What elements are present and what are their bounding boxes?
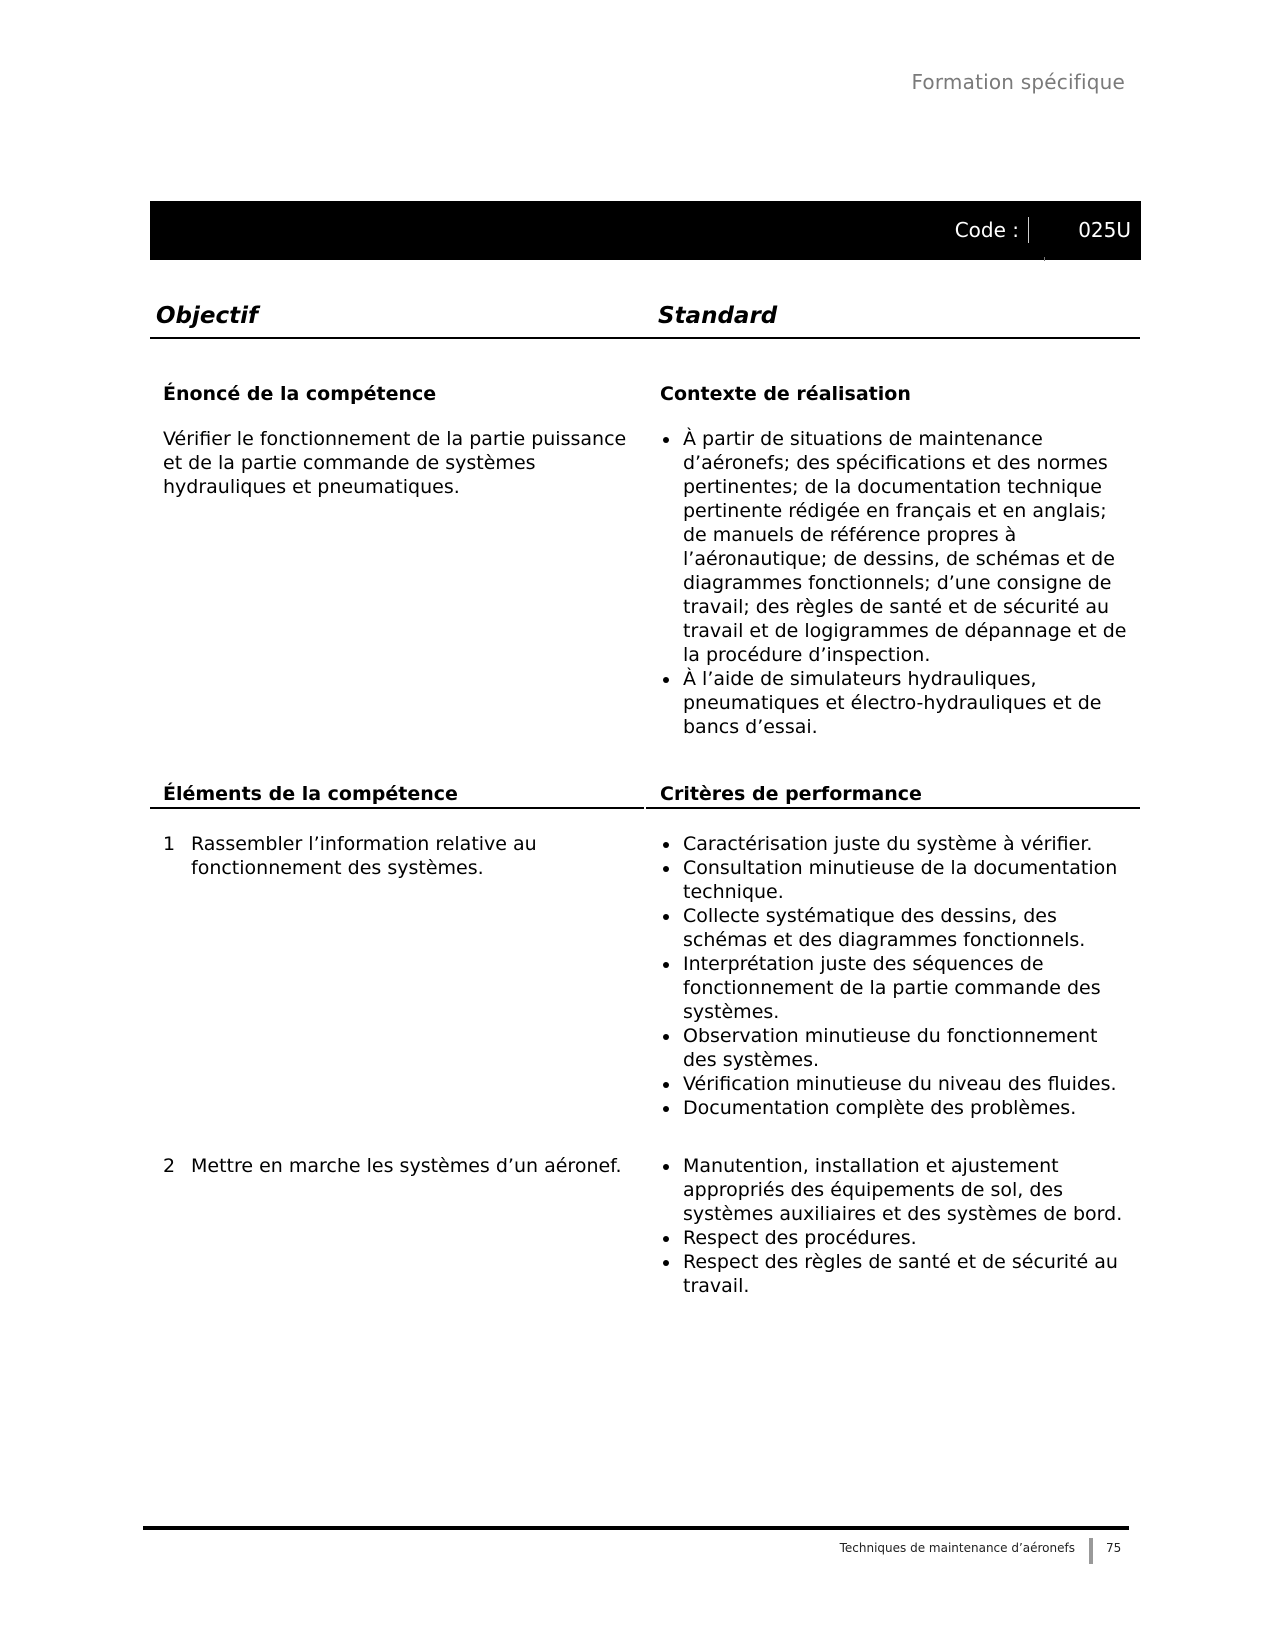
element-text: Mettre en marche les systèmes d’un aéronef.: [191, 1155, 622, 1177]
element-item: [163, 1154, 633, 1178]
statement-heading: Énoncé de la compétence: [163, 383, 437, 405]
page-number: 75: [1106, 1541, 1122, 1555]
statement-text: Vérifier le fonctionnement de la partie puissance et de la partie commande de systèmes hydrauliques et pneumatiques.: [163, 428, 627, 498]
criterion-item: Observation minutieuse du fonctionnement des systèmes.: [660, 1024, 1130, 1072]
element-item: [163, 832, 583, 880]
objectif-heading: Objectif: [156, 303, 259, 329]
standard-heading: Standard: [658, 303, 778, 329]
criteria-list: [660, 1154, 1130, 1298]
criterion-item: Vérification minutieuse du niveau des fluides.: [660, 1072, 1130, 1096]
criterion-item: Documentation complète des problèmes.: [660, 1096, 1130, 1120]
context-item: À l’aide de simulateurs hydrauliques, pneumatiques et électro-hydrauliques et de bancs d’essai.: [660, 667, 1130, 739]
criteria-list: [660, 832, 1130, 1120]
criterion-item: Respect des règles de santé et de sécurité au travail.: [660, 1250, 1130, 1298]
footer-rule: [143, 1526, 1129, 1530]
criterion-item: Consultation minutieuse de la documentation technique.: [660, 856, 1130, 904]
criterion-item: Collecte systématique des dessins, des schémas et des diagrammes fonctionnels.: [660, 904, 1130, 952]
code-value: 025U: [1078, 218, 1131, 242]
criteria-rule: [646, 807, 1140, 809]
context-item: À partir de situations de maintenance d’aéronefs; des spécifications et des normes pertinentes; de la documentation technique pertinente rédigée en français et en anglais; de manuels de référence propres à l’aéronautique; de dessins, de schémas et de diagrammes fonctionnels; d’une consigne de travail; des règles de santé et de sécurité au travail et de logigrammes de dépannage et de la procédure d’inspection.: [660, 427, 1130, 667]
criterion-item: Interprétation juste des séquences de fonctionnement de la partie commande des systèmes.: [660, 952, 1130, 1024]
criteria-heading: Critères de performance: [660, 783, 922, 805]
footer-title: Techniques de maintenance d’aéronefs: [839, 1541, 1075, 1555]
code-band: [150, 201, 1141, 260]
code-separator: [1028, 217, 1029, 243]
band-divider: [1044, 257, 1045, 261]
element-text: Rassembler l’information relative au fonctionnement des systèmes.: [191, 833, 537, 879]
code-label: Code :: [954, 218, 1019, 242]
heading-rule: [150, 337, 1140, 339]
elements-heading: Éléments de la compétence: [163, 783, 458, 805]
element-number: 1: [163, 833, 176, 855]
elements-rule: [150, 807, 644, 809]
criterion-item: Caractérisation juste du système à vérifier.: [660, 832, 1130, 856]
running-head: Formation spécifique: [911, 70, 1125, 94]
element-number: 2: [163, 1155, 176, 1177]
context-list: [660, 427, 1130, 739]
footer-separator: [1089, 1538, 1093, 1564]
criterion-item: Manutention, installation et ajustement appropriés des équipements de sol, des systèmes auxiliaires et des systèmes de bord.: [660, 1154, 1130, 1226]
context-heading: Contexte de réalisation: [660, 383, 911, 405]
criterion-item: Respect des procédures.: [660, 1226, 1130, 1250]
